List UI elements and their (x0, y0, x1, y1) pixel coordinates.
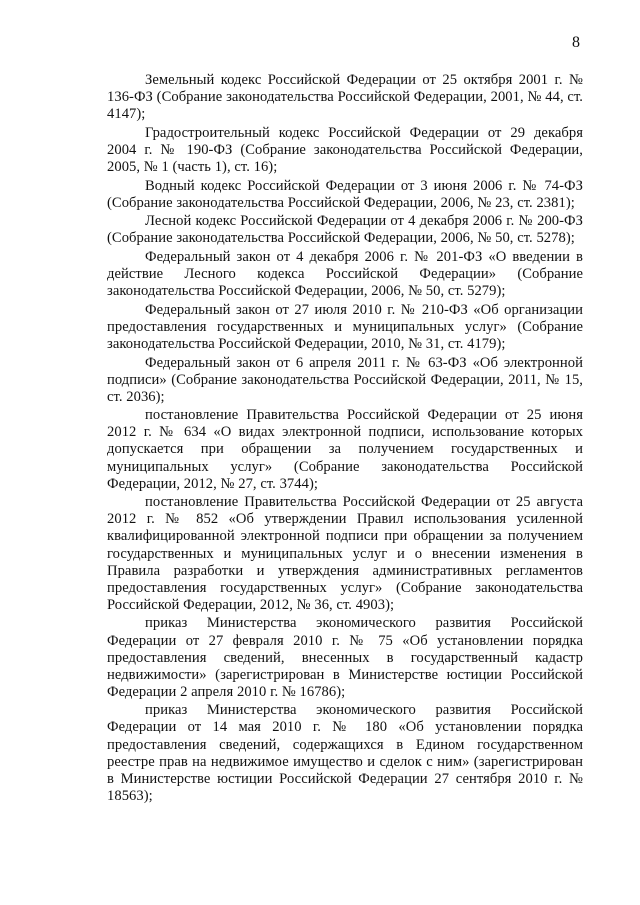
page-number: 8 (572, 34, 580, 51)
list-item: приказ Министерства экономического развития Российской Федерации от 14 мая 2010 г. № 180 «Об установлении порядка предоставления сведений, содержащихся в Едином государственном реестре прав на недвижимое имущество и сделок с ним» (зарегистрирован в Министерстве юстиции Российской Федерации 27 сентября 2010 г. № 18563); (107, 702, 583, 804)
list-item: Федеральный закон от 6 апреля 2011 г. № 63-ФЗ «Об электронной подписи» (Собрание законодательства Российской Федерации, 2011, № 15, ст. 2036); (107, 354, 583, 405)
list-item: постановление Правительства Российской Федерации от 25 июня 2012 г. № 634 «О видах электронной подписи, использование которых допускается при обращении за получением государственных и муниципальных услуг» (Собрание законодательства Российской Федерации, 2012, № 27, ст. 3744); (107, 407, 583, 492)
list-item: Земельный кодекс Российской Федерации от 25 октября 2001 г. № 136-ФЗ (Собрание законодательства Российской Федерации, 2001, № 44, ст. 4147); (107, 72, 583, 123)
list-item: Градостроительный кодекс Российской Федерации от 29 декабря 2004 г. № 190-ФЗ (Собрание законодательства Российской Федерации, 2005, № 1 (часть 1), ст. 16); (107, 124, 583, 175)
document-body (107, 72, 583, 806)
list-item: постановление Правительства Российской Федерации от 25 августа 2012 г. № 852 «Об утверждении Правил использования усиленной квалифицированной электронной подписи при обращении за получением государственных и муниципальных услуг и о внесении изменения в Правила разработки и утверждения административных регламентов предоставления государственных услуг» (Собрание законодательства Российской Федерации, 2012, № 36, ст. 4903); (107, 494, 583, 613)
list-item: Федеральный закон от 4 декабря 2006 г. № 201-ФЗ «О введении в действие Лесного кодекса Российской Федерации» (Собрание законодательства Российской Федерации, 2006, № 50, ст. 5279); (107, 248, 583, 300)
list-item: Федеральный закон от 27 июля 2010 г. № 210-ФЗ «Об организации предоставления государственных и муниципальных услуг» (Собрание законодательства Российской Федерации, 2010, № 31, ст. 4179); (107, 301, 583, 352)
list-item: Лесной кодекс Российской Федерации от 4 декабря 2006 г. № 200-ФЗ (Собрание законодательства Российской Федерации, 2006, № 50, ст. 5278); (107, 213, 583, 247)
list-item: приказ Министерства экономического развития Российской Федерации от 27 февраля 2010 г. № 75 «Об установлении порядка предоставления сведений, внесенных в государственный кадастр недвижимости» (зарегистрирован в Министерстве юстиции Российской Федерации 2 апреля 2010 г. № 16786); (107, 615, 583, 700)
list-item: Водный кодекс Российской Федерации от 3 июня 2006 г. № 74-ФЗ (Собрание законодательства Российской Федерации, 2006, № 23, ст. 2381); (107, 177, 583, 211)
